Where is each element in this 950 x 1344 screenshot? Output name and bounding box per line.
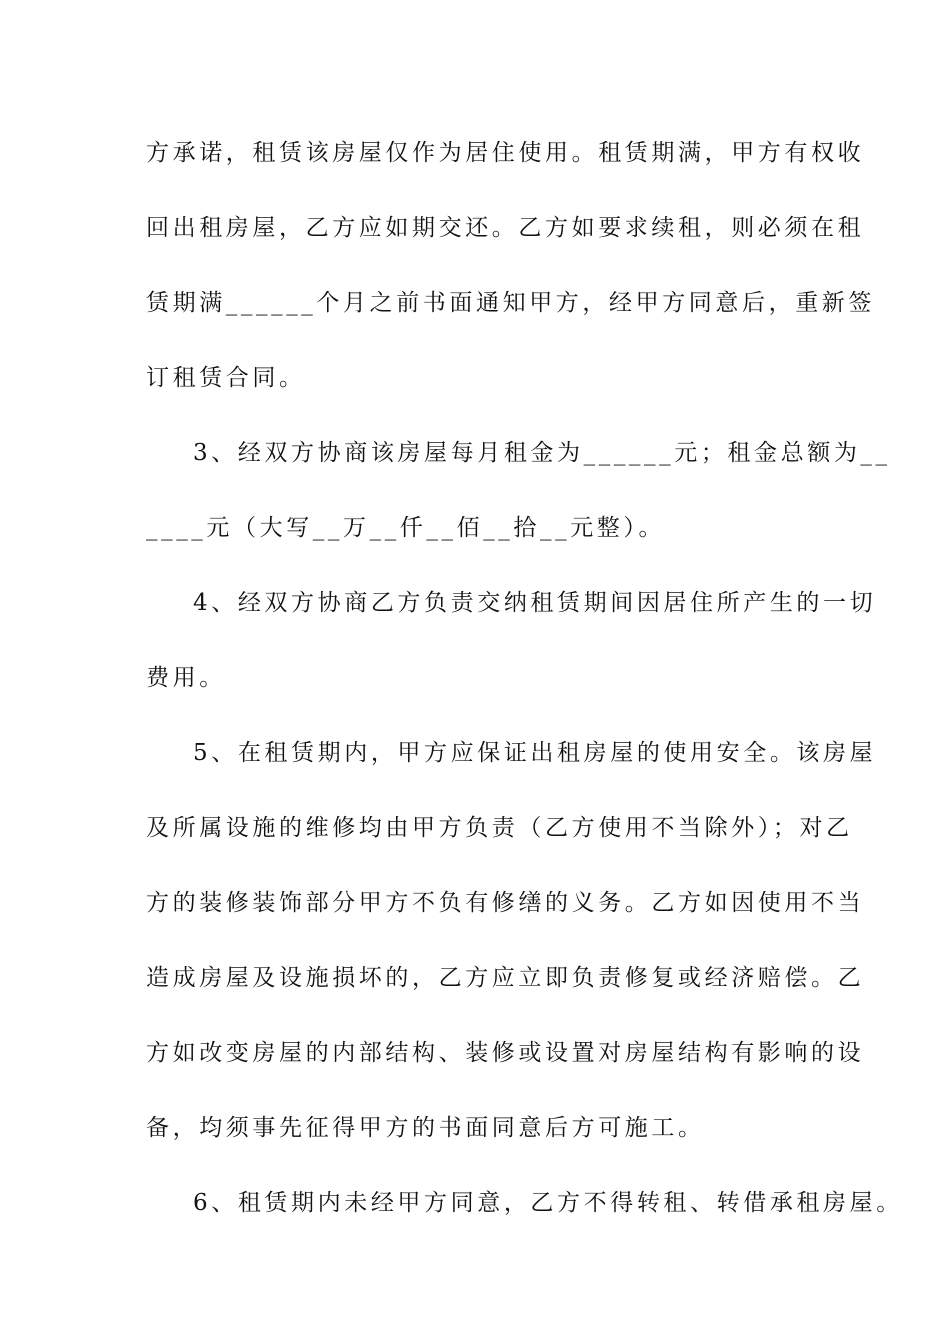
paragraph-line: 订租赁合同。	[146, 365, 306, 391]
paragraph-line: 方承诺，租赁该房屋仅作为居住使用。租赁期满，甲方有权收	[146, 140, 865, 166]
paragraph-line: 赁期满______个月之前书面通知甲方，经甲方同意后，重新签	[146, 290, 875, 316]
paragraph-line: 5、在租赁期内，甲方应保证出租房屋的使用安全。该房屋	[193, 740, 877, 766]
paragraph-line: 3、经双方协商该房屋每月租金为______元；租金总额为__	[193, 440, 891, 466]
paragraph-line: 方如改变房屋的内部结构、装修或设置对房屋结构有影响的设	[146, 1040, 865, 1066]
paragraph-line: 4、经双方协商乙方负责交纳租赁期间因居住所产生的一切	[193, 590, 877, 616]
paragraph-line: 及所属设施的维修均由甲方负责（乙方使用不当除外）；对乙	[146, 815, 853, 841]
paragraph-line: 回出租房屋，乙方应如期交还。乙方如要求续租，则必须在租	[146, 215, 865, 241]
paragraph-line: 6、租赁期内未经甲方同意，乙方不得转租、转借承租房屋。	[193, 1190, 903, 1216]
paragraph-line: ____元（大写__万__仟__佰__拾__元整）。	[146, 515, 666, 541]
paragraph-line: 费用。	[146, 665, 226, 691]
paragraph-line: 方的装修装饰部分甲方不负有修缮的义务。乙方如因使用不当	[146, 890, 865, 916]
paragraph-line: 造成房屋及设施损坏的，乙方应立即负责修复或经济赔偿。乙	[146, 965, 865, 991]
paragraph-line: 备，均须事先征得甲方的书面同意后方可施工。	[146, 1115, 705, 1141]
